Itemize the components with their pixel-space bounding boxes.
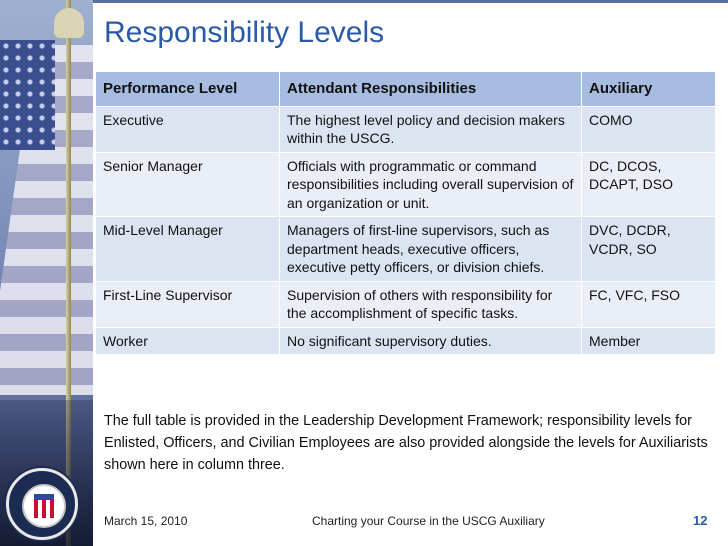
table-row	[96, 152, 716, 217]
footer-course-title: Charting your Course in the USCG Auxiliary	[312, 514, 545, 528]
header-auxiliary: Auxiliary	[582, 72, 716, 107]
table-header-row	[96, 72, 716, 107]
flag-icon	[0, 40, 55, 150]
eagle-icon	[54, 8, 84, 38]
performance-level-cell: Senior Manager	[96, 152, 280, 217]
table-row	[96, 281, 716, 327]
coast-guard-auxiliary-seal-icon	[6, 468, 78, 540]
table-row	[96, 106, 716, 152]
responsibilities-cell: Managers of first-line supervisors, such as department heads, executive officers, executive petty officers, or division chiefs.	[280, 217, 582, 282]
performance-level-cell: Executive	[96, 106, 280, 152]
responsibilities-cell: The highest level policy and decision makers within the USCG.	[280, 106, 582, 152]
footnote-text: The full table is provided in the Leadership Development Framework; responsibility levels for Enlisted, Officers, and Civilian Employees are also provided alongside the levels for Auxiliarists shown here in column three.	[104, 413, 708, 473]
table-row	[96, 217, 716, 282]
performance-level-cell: Mid-Level Manager	[96, 217, 280, 282]
page-number: 12	[693, 513, 708, 528]
responsibilities-cell: No significant supervisory duties.	[280, 327, 582, 355]
auxiliary-cell: FC, VFC, FSO	[582, 281, 716, 327]
header-performance-level: Performance Level	[96, 72, 280, 107]
table-row	[96, 327, 716, 355]
responsibilities-cell: Officials with programmatic or command responsibilities including overall supervision of an organization or unit.	[280, 152, 582, 217]
flag-background	[0, 0, 93, 546]
performance-level-cell: Worker	[96, 327, 280, 355]
responsibilities-cell: Supervision of others with responsibility for the accomplishment of specific tasks.	[280, 281, 582, 327]
auxiliary-cell: Member	[582, 327, 716, 355]
top-rule	[93, 0, 728, 3]
seal-shield-icon	[34, 494, 54, 518]
footer-date: March 15, 2010	[104, 514, 188, 528]
slide-title: Responsibility Levels	[104, 16, 385, 49]
auxiliary-cell: DVC, DCDR, VCDR, SO	[582, 217, 716, 282]
auxiliary-cell: DC, DCOS, DCAPT, DSO	[582, 152, 716, 217]
header-attendant-responsibilities: Attendant Responsibilities	[280, 72, 582, 107]
performance-level-cell: First-Line Supervisor	[96, 281, 280, 327]
responsibility-table	[95, 71, 716, 355]
auxiliary-cell: COMO	[582, 106, 716, 152]
